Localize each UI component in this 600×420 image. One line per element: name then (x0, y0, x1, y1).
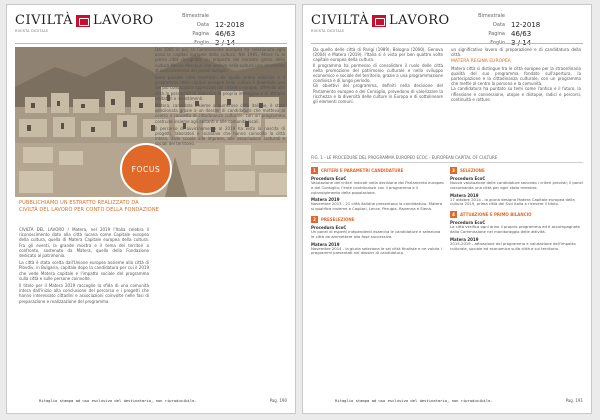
section-number: 1 (311, 167, 318, 174)
meta-date: 12-2018 (215, 20, 245, 29)
paragraph: Gli obiettivi del programma, definiti nella decisione del Parlamento europeo e del Consiglio, prevedono di valorizzare la ricchezza e la diversità delle culture in Europa e di sottolineare gli elementi comuni. (313, 83, 443, 105)
right-text-column-2 (451, 47, 581, 102)
section-text: Nuova valutazione delle candidature secondo i criteri previsti; il panel raccomanda una città per ogni stato membro. (450, 180, 583, 190)
right-page (302, 4, 592, 414)
left-text-column-1 (19, 227, 149, 306)
meta-page: 46/63 (215, 29, 236, 38)
issue-meta (473, 11, 583, 47)
logo-text-right: LAVORO (389, 13, 450, 28)
figure-section (450, 211, 583, 251)
section-subtitle: Matera 2019 (450, 192, 479, 198)
section-text: 2015-2019 - attuazione del programma e valutazione dell'impatto culturale, sociale ed economico sulla città e sul territorio. (450, 240, 576, 251)
issue-meta (177, 11, 287, 47)
focus-badge: FOCUS (120, 143, 172, 195)
section-title: PRESELEZIONE (321, 216, 355, 222)
section-title: CRITERI E PARAMETRI CANDIDATURE (321, 168, 404, 173)
page-footer (15, 397, 287, 407)
logo-text-left: CIVILTÀ (15, 13, 74, 28)
paragraph: CIVILTÀ DEL LAVORO / Matera, nel 2019 l'Italia celebra il riconoscimento dato alla città lucana come Capitale europea della cultura, quella di Matera Capitale europea della cultura. Fra gli eventi, la grande mostra e il tema dei territori a confronto, sostenuto da Matera, quello della Fondazione dedicato al patrimonio. (19, 227, 149, 259)
figure-caption: FIG. 1 - LE PROCEDURE DEL PROGRAMMA EUROPEO ECOC - EUROPEAN CAPITAL OF CULTURE (311, 155, 583, 163)
figure-section (450, 167, 583, 207)
section-number: 4 (450, 211, 457, 218)
figure-section (311, 216, 444, 256)
section-number: 3 (450, 167, 457, 174)
paragraph: La candidatura ha puntato su temi come l'antico e il futuro, la riflessione e connessione, utopie e distopie, radici e percorsi, continuità e rotture. (451, 86, 581, 102)
section-text: Un panel di esperti indipendenti esamina le candidature e seleziona le città da ammettere alla fase successiva. (311, 228, 441, 239)
page-header (311, 11, 583, 41)
paragraph: Il percorso di avvicinamento al 2019 ha visto la nascita di progetti, laboratori e iniziative che hanno coinvolto la città intera, dalle scuole alle imprese, alle associazioni culturali e sociali del territorio. (155, 125, 285, 147)
meta-label: Pagina (192, 30, 209, 37)
page-footer (311, 397, 583, 407)
logo (15, 13, 154, 33)
header-divider (15, 43, 287, 44)
logo (311, 13, 450, 33)
section-heading: MATERA REGINA EUROPEA (451, 59, 511, 65)
section-text: 17 ottobre 2014 - la giuria designa Matera Capitale europea della cultura 2019, prima città del Sud Italia a ricevere il titolo. (450, 196, 575, 207)
section-subtitle: Matera 2019 (311, 197, 340, 203)
paragraph: Matera, candidata insieme a numerose città italiane, è stata selezionata grazie a un dossier di candidatura che metteva al centro il concetto di cittadinanza culturale, con un programma costruito insieme agli abitanti e alle comunità locali. (155, 103, 285, 124)
section-subtitle: Procedura EcoC (311, 224, 347, 230)
paragraph: La città è stata scelta dall'Unione europea assieme alla città di Plovdiv, in Bulgaria, capitale dopo la candidatura per cui il 2019 che vede Matera capitale e l'impatto sociale del programma sulla città e sulle persone coinvolte. (19, 260, 149, 281)
footer-disclaimer: Ritaglio stampa ad uso esclusivo del destinatario, non riproducibile. (39, 398, 197, 403)
section-number: 2 (311, 216, 318, 223)
meta-label: Bimestrale (478, 12, 505, 19)
page-header (15, 11, 287, 41)
meta-page: 46/63 (511, 29, 532, 38)
left-text-column-2 (155, 47, 285, 407)
article-subtitle: PUBBLICHIAMO UN ESTRATTO REALIZZATO DA CIVILTÀ DEL LAVORO PER CONTO DELLA FONDAZIONE (19, 200, 159, 213)
logo-text-right: LAVORO (93, 13, 154, 28)
header-divider (311, 43, 583, 44)
footer-disclaimer: Ritaglio stampa ad uso esclusivo del destinatario, non riproducibile. (335, 398, 493, 403)
figure-grid (311, 167, 583, 260)
meta-label: Data (493, 21, 505, 28)
page-number: Pag. 190 (269, 398, 287, 403)
section-subtitle: Procedura EcoC (450, 176, 486, 181)
logo-subtitle: RIVISTA DIGITALE (311, 29, 345, 33)
page-number: Pag. 191 (565, 398, 583, 403)
right-text-column-1 (313, 47, 443, 104)
logo-subtitle: RIVISTA DIGITALE (15, 29, 49, 33)
section-text: Novembre 2014 - la giuria seleziona le sei città finaliste e ne valuta i programmi presentati nel dossier di candidatura. (311, 245, 442, 256)
section-subtitle: Procedura EcoC (450, 220, 486, 226)
paragraph: Da quello delle città di Parigi (1989), Bologna (2000), Genova (2004) e Matera (2019), l'Italia si è vista per ben quattro volte capitale europea della cultura. (313, 47, 443, 63)
section-subtitle: Matera 2019 (311, 241, 340, 247)
paragraph: Sono passate oltre trent'anni da quella prima edizione e il programma delle capitali europee della cultura è diventato uno dei più conosciuti e apprezzati dai cittadini europei, offrendo alle città la possibilità di rilanciare la propria immagine e di attrarre visitatori e investimenti. (155, 75, 285, 101)
figure-column-right (450, 167, 583, 260)
figure-section (311, 167, 444, 212)
logo-icon (76, 15, 90, 27)
section-title: ATTUAZIONE E PRIMO BILANCIO (460, 212, 532, 218)
left-page (6, 4, 296, 414)
paragraph: Il programma ha permesso di consolidare il ruolo delle città nella promozione del patrimonio culturale e nello sviluppo economico e sociale del territorio, grazie a una programmazione condivisa e di lungo periodo. (313, 62, 443, 84)
section-text: Novembre 2013 - 21 città italiane presentano la candidatura. Matera si qualifica insieme a Cagliari, Lecce, Perugia, Ravenna e Siena. (311, 201, 443, 212)
paragraph: Dal 1985 in poi, la Commissione europea ha selezionato ogni anno le capitali europee della cultura. Nel 1985, Atene fu la prima città designata, su proposta del ministro greco della cultura Melina Mercouri che vedeva nella cultura uno strumento di avvicinamento dei popoli europei. (155, 47, 285, 73)
meta-label: Pagina (488, 30, 505, 37)
section-text: La città verifica ogni anno il proprio programma ed è accompagnata dalla Commissione nel monitoraggio delle attività. (450, 224, 580, 234)
section-subtitle: Matera 2019 (450, 236, 479, 242)
meta-date: 12-2018 (511, 20, 541, 29)
meta-label: Bimestrale (182, 12, 209, 19)
figure-column-left (311, 167, 444, 260)
paragraph: un significativo lavoro di preparazione e di candidatura della città. (451, 47, 581, 58)
paragraph: Il titolo per il Matera 2019 raccoglie la sfida di una comunità intera dall'inizio alla conclusione del percorso e i progetti che hanno interessato cittadini e associazioni coinvolte nelle fasi di preparazione e realizzazione del programma. (19, 283, 149, 304)
logo-icon (372, 15, 386, 27)
logo-text-left: CIVILTÀ (311, 13, 370, 28)
paragraph: Matera città si distingue tra le città europee per la straordinaria qualità del suo programma fondato sull'apertura, la partecipazione e la cittadinanza culturale, con un programma che mette al centro la persona e la comunità. (451, 65, 581, 87)
procedure-figure (311, 155, 583, 375)
section-text: Valutazione dei criteri indicati nella decisione del Parlamento europeo e del Consiglio; l'ente contribuisce con il programma e il coinvolgimento della popolazione. (311, 180, 444, 195)
meta-label: Data (197, 21, 209, 28)
section-subtitle: Procedura EcoC (311, 176, 347, 181)
section-title: SELEZIONE (460, 168, 485, 173)
